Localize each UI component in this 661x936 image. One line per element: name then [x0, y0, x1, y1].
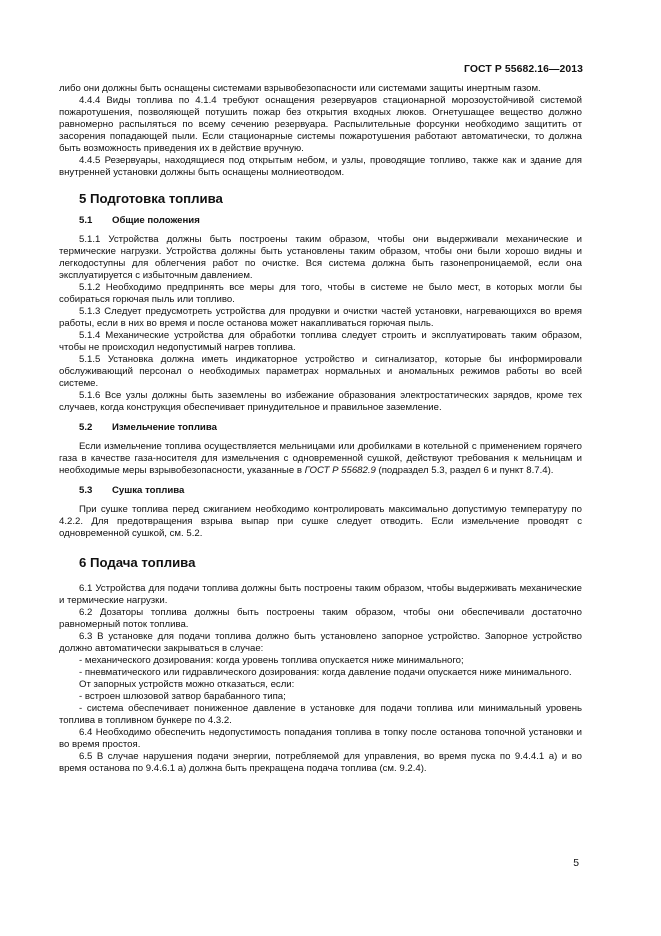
paragraph-text: (подраздел 5.3, раздел 6 и пункт 8.7.4).: [375, 465, 554, 476]
paragraph-5-1-3: 5.1.3 Следует предусмотреть устройства для продувки и очистки частей установки, нагревающихся во время работы, если в них во время и после останова может накапливаться горючая пыль.: [59, 306, 582, 329]
paragraph-5-1-5: 5.1.5 Установка должна иметь индикаторное устройство и сигнализатор, которые бы информировали обслуживающий персонал о необходимых параметрах нормальных и аномальных режимов работы во всей системе.: [59, 354, 582, 389]
list-item: - встроен шлюзовой затвор барабанного типа;: [79, 691, 286, 702]
subsection-number: 5.2: [79, 422, 93, 433]
standard-code-header: ГОСТ Р 55682.16—2013: [464, 64, 583, 75]
standard-reference: ГОСТ Р 55682.9: [304, 465, 376, 476]
paragraph-6-2: 6.2 Дозаторы топлива должны быть построены таким образом, чтобы они обеспечивали достаточно равномерный поток топлива.: [59, 607, 582, 630]
subsection-title: Общие положения: [112, 215, 200, 226]
subsection-title: Измельчение топлива: [112, 422, 217, 433]
list-item: - система обеспечивает пониженное давление в установке для подачи топлива или минимальный уровень топлива в топливном бункере по 4.3.2.: [59, 703, 582, 726]
paragraph-6-1: 6.1 Устройства для подачи топлива должны быть построены таким образом, чтобы выдерживать механические и термические нагрузки.: [59, 583, 582, 606]
paragraph-continuation: либо они должны быть оснащены системами взрывобезопасности или системами защиты инертным газом.: [59, 83, 541, 94]
paragraph-4-4-5: 4.4.5 Резервуары, находящиеся под открытым небом, и узлы, проводящие топливо, также как и здание для внутренней установки должны быть оснащены молниеотводом.: [59, 155, 582, 178]
section-6-heading: 6 Подача топлива: [79, 555, 196, 570]
section-5-heading: 5 Подготовка топлива: [79, 191, 223, 206]
page-number: 5: [573, 858, 579, 869]
subsection-title: Сушка топлива: [112, 485, 185, 496]
paragraph-6-4: 6.4 Необходимо обеспечить недопустимость попадания топлива в топку после останова топочной установки и во время простоя.: [59, 727, 582, 750]
list-item: - пневматического или гидравлического дозирования: когда давление подачи опускается ниже минимального.: [79, 667, 572, 678]
paragraph-6-5: 6.5 В случае нарушения подачи энергии, потребляемой для управления, во время пуска по 9.4.4.1 а) и во время останова по 9.4.6.1 а) должна быть прекращена подача топлива (см. 9.2.4).: [59, 751, 582, 774]
paragraph-5-1-6: 5.1.6 Все узлы должны быть заземлены во избежание образования электростатических зарядов, кроме тех случаев, когда конструкция обеспечивает принудительное и правильное заземление.: [59, 390, 582, 413]
paragraph-6-3: 6.3 В установке для подачи топлива должно быть установлено запорное устройство. Запорное устройство должно автоматически закрываться в случае:: [59, 631, 582, 654]
paragraph-5-2: [59, 441, 582, 477]
paragraph-5-1-4: 5.1.4 Механические устройства для обработки топлива следует строить и эксплуатировать таким образом, чтобы не происходил недопустимый нагрев топлива.: [59, 330, 582, 353]
paragraph-5-1-2: 5.1.2 Необходимо предпринять все меры для того, чтобы в системе не было мест, в которых могли бы собираться горючая пыль или топливо.: [59, 282, 582, 305]
paragraph-5-3: При сушке топлива перед сжиганием необходимо контролировать максимально допустимую температуру по 4.2.2. Для предотвращения взрыва выпар при сушке следует отводить. Если измельчение проводят с одновременной сушкой, см. 5.2.: [59, 504, 582, 539]
paragraph-5-1-1: 5.1.1 Устройства должны быть построены таким образом, чтобы они выдерживали механические и термические нагрузки. Устройства должны быть установлены таким образом, чтобы они были хорошо видны и легкодоступны для облегчения работ по очистке. Вся система должна быть газонепроницаемой, если она эксплуатируется с избыточным давлением.: [59, 234, 582, 281]
paragraph-text: Если измельчение топлива осуществляется мельницами или дробилками в котельной с применением горячего газа в качестве газа-носителя для измельчения с одновременной сушкой, действуют требования к мельницам и необходимые меры взрывобезопасности, указанные в: [59, 441, 582, 476]
subsection-number: 5.3: [79, 485, 93, 496]
list-item: - механического дозирования: когда уровень топлива опускается ниже минимального;: [79, 655, 464, 666]
subsection-number: 5.1: [79, 215, 93, 226]
subsection-5-2-heading: [79, 422, 582, 434]
paragraph-shutoff-exceptions: От запорных устройств можно отказаться, если:: [79, 679, 295, 690]
paragraph-4-4-4: 4.4.4 Виды топлива по 4.1.4 требуют оснащения резервуаров стационарной морозоустойчивой системой пожаротушения, позволяющей потушить пожар без открытия входных люков. Огнетушащее вещество должно равномерно распыляться по всему сечению резервуара. Распылительные форсунки необходимо защитить от засорения попадающей пыли. Если стационарные системы пожаротушения работают автоматически, то должна быть возможность приведения их в действие вручную.: [59, 95, 582, 154]
document-body: [59, 83, 582, 775]
subsection-5-1-heading: [79, 215, 582, 227]
subsection-5-3-heading: [79, 485, 582, 497]
